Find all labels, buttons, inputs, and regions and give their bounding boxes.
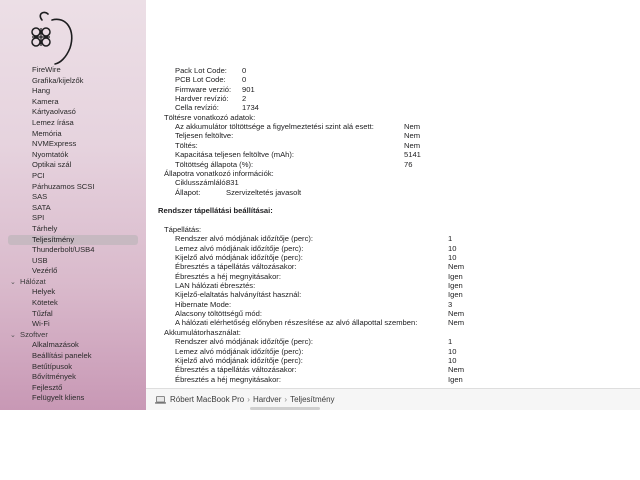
info-label: PCB Lot Code: <box>175 75 226 85</box>
sidebar-item[interactable] <box>0 298 146 309</box>
info-row <box>146 188 640 197</box>
sidebar-item[interactable] <box>0 107 146 118</box>
info-label: Akkumulátorhasználat: <box>164 327 241 337</box>
sidebar-item[interactable] <box>0 266 146 277</box>
info-label: Lemez alvó módjának időzítője (perc): <box>175 243 304 253</box>
sidebar-item[interactable] <box>0 160 146 171</box>
sidebar-item-label: NVMExpress <box>32 139 77 149</box>
info-label: Kapacitása teljesen feltöltve (mAh): <box>175 150 295 160</box>
sidebar-item-label: Kötetek <box>32 298 58 308</box>
sidebar-item-label: Grafika/kijelzők <box>32 75 84 85</box>
info-value: 10 <box>448 346 457 356</box>
info-row <box>146 244 640 253</box>
info-row <box>146 169 640 178</box>
info-row <box>146 318 640 327</box>
info-row <box>146 141 640 150</box>
path-bar <box>146 388 640 410</box>
info-label: Firmware verzió: <box>175 84 232 94</box>
info-label: A hálózati elérhetőség előnyben részesítése az alvó állapottal szemben: <box>175 318 418 328</box>
info-row <box>146 75 640 84</box>
sidebar-item[interactable] <box>0 372 146 383</box>
sidebar-item[interactable] <box>0 319 146 330</box>
sidebar-item[interactable] <box>0 256 146 267</box>
sidebar-item[interactable] <box>0 76 146 87</box>
info-row <box>146 375 640 384</box>
sidebar-item-label: Memória <box>32 128 62 138</box>
sidebar-item[interactable] <box>0 192 146 203</box>
info-value: 10 <box>448 253 457 262</box>
info-label: Töltés: <box>175 140 198 150</box>
info-value: 1 <box>448 234 453 244</box>
sidebar-section-20[interactable] <box>0 277 146 288</box>
breadcrumb-item[interactable]: Hardver <box>252 395 282 404</box>
info-label: Állapotra vonatkozó információk: <box>164 168 274 178</box>
info-row <box>146 197 640 206</box>
info-value: Nem <box>448 309 465 319</box>
info-value: Nem <box>448 365 465 375</box>
info-row <box>146 234 640 243</box>
info-label: Alacsony töltöttségű mód: <box>175 309 262 319</box>
sidebar-item-label: Fejlesztő <box>32 382 63 392</box>
sidebar-item-label: Párhuzamos SCSI <box>32 181 95 191</box>
sidebar-item[interactable] <box>0 86 146 97</box>
info-row <box>146 113 640 122</box>
info-label: Töltésre vonatkozó adatok: <box>164 112 256 122</box>
info-row <box>146 337 640 346</box>
info-row <box>146 290 640 299</box>
sidebar-item-label: Betűtípusok <box>32 361 73 371</box>
info-label: Pack Lot Code: <box>175 66 227 75</box>
info-row <box>146 85 640 94</box>
info-value: 76 <box>404 159 413 169</box>
info-row <box>146 262 640 271</box>
chevron-down-icon[interactable]: ⌄ <box>10 278 16 286</box>
sidebar-item[interactable] <box>0 65 146 76</box>
sidebar-item-label: Felügyelt kliens <box>32 393 85 403</box>
sidebar-item[interactable] <box>0 309 146 320</box>
info-row <box>146 272 640 281</box>
sidebar-item[interactable] <box>0 139 146 150</box>
info-label: Kijelző alvó módjának időzítője (perc): <box>175 355 303 365</box>
info-label: Rendszer alvó módjának időzítője (perc): <box>175 337 314 347</box>
info-label: Töltöttség állapota (%): <box>175 159 254 169</box>
info-label: Tápellátás: <box>164 224 202 234</box>
info-row <box>146 225 640 234</box>
sidebar-item[interactable] <box>0 129 146 140</box>
info-label: LAN hálózati ébresztés: <box>175 281 256 291</box>
info-label: Ébresztés a héj megnyitásakor: <box>175 374 281 384</box>
sidebar-item-label: Lemez írása <box>32 117 74 127</box>
sidebar-item[interactable] <box>0 213 146 224</box>
info-row <box>146 103 640 112</box>
info-value: 1734 <box>242 103 259 113</box>
sidebar-item-label: Kamera <box>32 96 59 106</box>
sidebar-item-label: SATA <box>32 202 51 212</box>
sidebar-item[interactable] <box>0 224 146 235</box>
info-label: Az akkumulátor töltöttsége a figyelmeztetési szint alá esett: <box>175 122 374 132</box>
info-label: Lemez alvó módjának időzítője (perc): <box>175 346 304 356</box>
info-row <box>146 253 640 262</box>
sidebar-list <box>0 65 146 404</box>
info-label: Kijelző alvó módjának időzítője (perc): <box>175 253 303 262</box>
info-row <box>146 309 640 318</box>
info-row <box>146 365 640 374</box>
info-value: 901 <box>242 84 255 94</box>
info-value: Igen <box>448 271 463 281</box>
sidebar-item-label: Alkalmazások <box>32 340 79 350</box>
info-value: Igen <box>448 290 463 300</box>
chevron-down-icon[interactable]: ⌄ <box>10 331 16 339</box>
sidebar-item-label: FireWire <box>32 65 61 74</box>
sidebar-section-25[interactable] <box>0 330 146 341</box>
info-row <box>146 66 640 75</box>
sidebar-item[interactable] <box>0 97 146 108</box>
info-value: 1 <box>448 337 453 347</box>
info-row <box>146 300 640 309</box>
sidebar-item-label: Kártyaolvasó <box>32 107 76 117</box>
sidebar-item-label: Hálózat <box>20 276 46 286</box>
info-label: Teljesen feltöltve: <box>175 131 234 141</box>
sidebar-item-label: Thunderbolt/USB4 <box>32 245 95 255</box>
info-row <box>146 356 640 365</box>
sidebar-item[interactable] <box>0 245 146 256</box>
info-value: Nem <box>404 140 421 150</box>
info-value: Igen <box>448 281 463 291</box>
info-label: Ciklusszámláló: <box>175 178 228 188</box>
sidebar-item-label: Teljesítmény <box>32 234 75 244</box>
sidebar-item[interactable] <box>0 362 146 373</box>
sidebar-item[interactable] <box>0 118 146 129</box>
info-value: 5141 <box>404 150 421 160</box>
sidebar-item-selected[interactable] <box>8 235 138 246</box>
sidebar-item-label: Optikai szál <box>32 160 72 170</box>
background-blur <box>250 405 330 411</box>
sidebar-item[interactable] <box>0 340 146 351</box>
sidebar-item[interactable] <box>0 203 146 214</box>
info-value: 831 <box>226 178 239 188</box>
info-row <box>146 206 640 215</box>
info-row <box>146 160 640 169</box>
info-label: Ébresztés a tápellátás változásakor: <box>175 365 297 375</box>
info-label: Kijelző-elaltatás halványítást használ: <box>175 290 302 300</box>
sidebar-item-label: Nyomtatók <box>32 149 69 159</box>
laptop-icon <box>155 396 166 404</box>
sidebar-item-label: Vezérlő <box>32 266 58 276</box>
info-row <box>146 150 640 159</box>
sidebar-item[interactable] <box>0 287 146 298</box>
info-value: 10 <box>448 355 457 365</box>
sidebar-item[interactable] <box>0 351 146 362</box>
sidebar-item-label: Tűzfal <box>32 308 53 318</box>
sidebar-item-label: SPI <box>32 213 45 223</box>
sidebar-item[interactable] <box>0 171 146 182</box>
info-value: 3 <box>448 299 453 309</box>
sidebar-item[interactable] <box>0 182 146 193</box>
breadcrumb-item[interactable]: Teljesítmény <box>290 395 335 404</box>
info-row <box>146 94 640 103</box>
info-label: Hibernate Mode: <box>175 299 232 309</box>
sidebar-item-label: Helyek <box>32 287 56 297</box>
info-value: Nem <box>404 131 421 141</box>
info-label: Rendszer tápellátási beállításai: <box>158 206 273 216</box>
info-row <box>146 328 640 337</box>
sidebar-item-label: Tárhely <box>32 223 58 233</box>
info-row <box>146 281 640 290</box>
sidebar-item[interactable] <box>0 150 146 161</box>
info-label: Cella revízió: <box>175 103 219 113</box>
sidebar <box>0 0 146 410</box>
sidebar-item-label: Beállítási panelek <box>32 351 92 361</box>
sidebar-item-label: USB <box>32 255 48 265</box>
info-label: Állapot: <box>175 187 201 197</box>
sidebar-item-label: Hang <box>32 86 51 96</box>
sidebar-item-label: SAS <box>32 192 48 202</box>
info-row <box>146 178 640 187</box>
info-row <box>146 347 640 356</box>
sidebar-item-label: Szoftver <box>20 329 48 339</box>
info-value: Nem <box>448 318 465 328</box>
sidebar-item-label: Bővítmények <box>32 372 76 382</box>
sidebar-item-label: Wi-Fi <box>32 319 50 329</box>
info-row <box>146 131 640 140</box>
chevron-right-icon: › <box>284 395 288 404</box>
sidebar-item[interactable] <box>0 393 146 404</box>
info-value: Szervizeltetés javasolt <box>226 187 302 197</box>
info-value: 10 <box>448 243 457 253</box>
info-row <box>146 122 640 131</box>
info-label: Ébresztés a héj megnyitásakor: <box>175 271 281 281</box>
app-logo-icon <box>22 8 76 66</box>
info-value: 0 <box>242 66 247 75</box>
detail-pane <box>146 0 640 388</box>
info-label: Hardver revízió: <box>175 94 229 104</box>
chevron-right-icon: › <box>247 395 250 404</box>
sidebar-item[interactable] <box>0 383 146 394</box>
sidebar-item-label: PCI <box>32 170 45 180</box>
info-value: Nem <box>404 122 421 132</box>
info-value: 0 <box>242 75 247 85</box>
info-value: Igen <box>448 374 463 384</box>
info-value: Nem <box>448 262 465 272</box>
info-label: Ébresztés a tápellátás változásakor: <box>175 262 297 272</box>
info-row <box>146 216 640 225</box>
info-value: 2 <box>242 94 247 104</box>
breadcrumb-item[interactable]: Róbert MacBook Pro <box>170 395 245 404</box>
info-label: Rendszer alvó módjának időzítője (perc): <box>175 234 314 244</box>
